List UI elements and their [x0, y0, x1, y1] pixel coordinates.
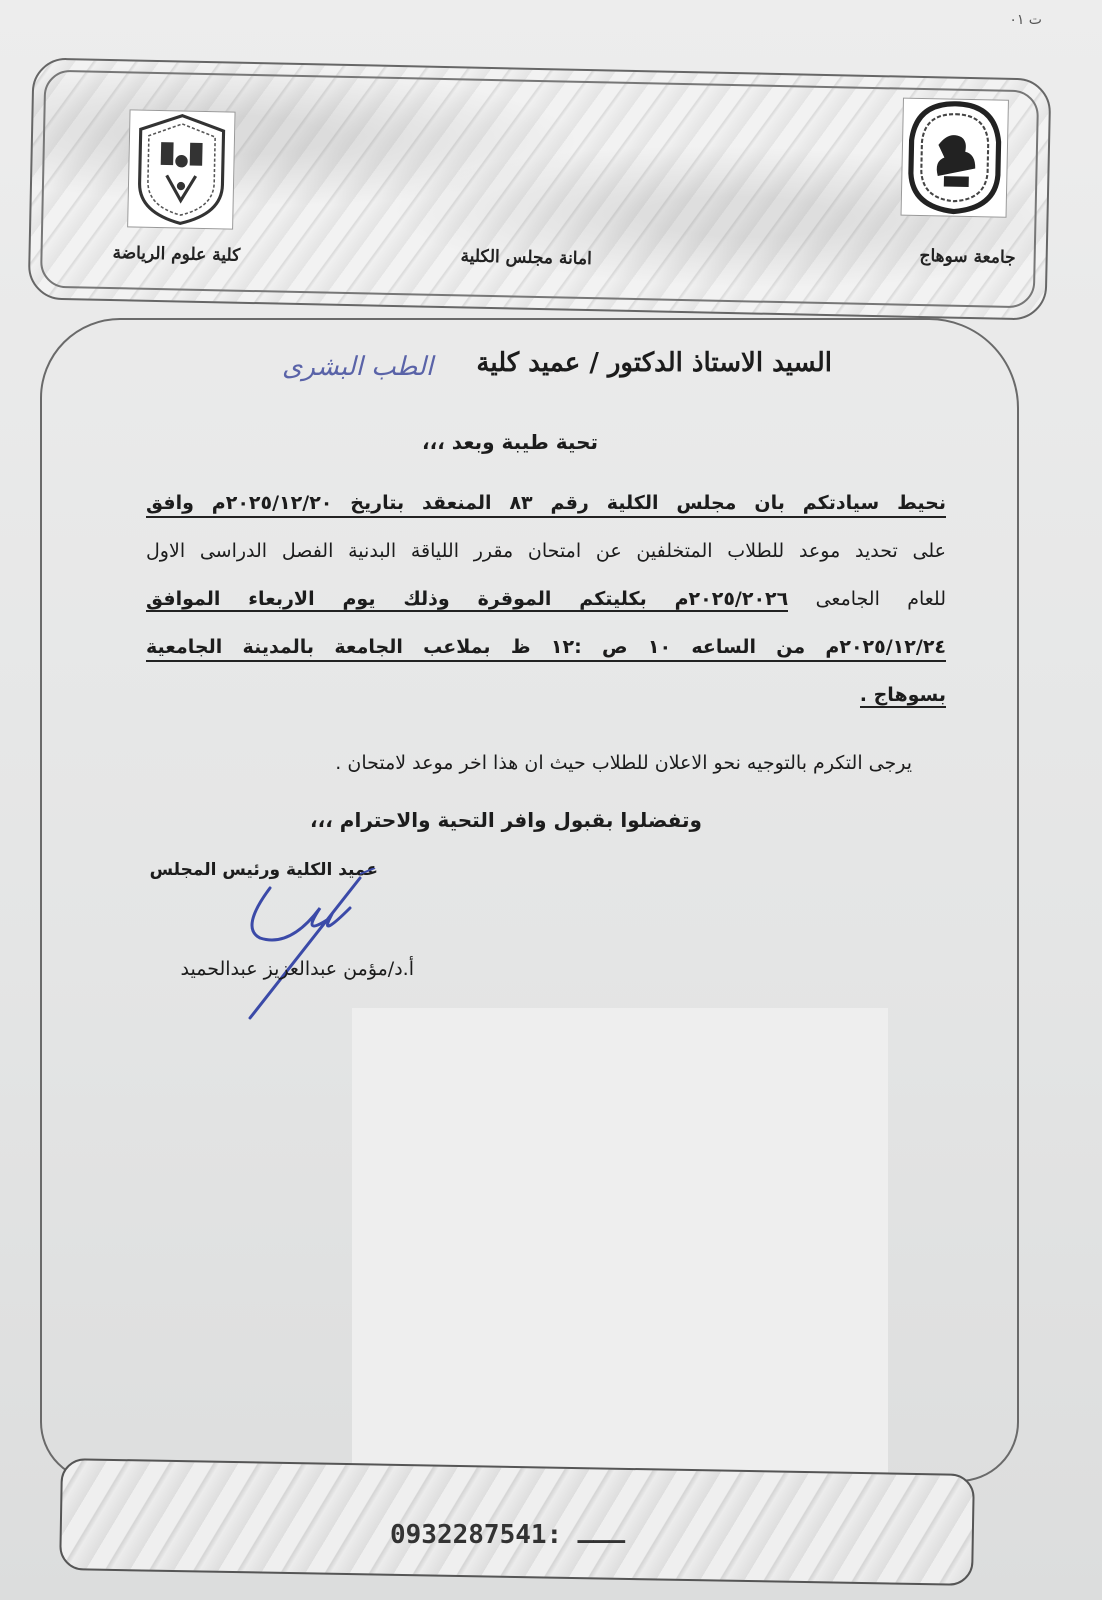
blank-paper-patch [352, 1008, 888, 1528]
handwritten-signature-icon [230, 868, 390, 1028]
body-line-2: على تحديد موعد للطلاب المتخلفين عن امتحان مقرر اللياقة البدنية الفصل الدراسى الاول [146, 540, 946, 562]
request-line: يرجى التكرم بالتوجيه نحو الاعلان للطلاب حيث ان هذا اخر موعد لامتحان . [335, 752, 912, 774]
letterhead [28, 57, 1052, 320]
faculty-emblem-icon [127, 109, 235, 229]
addressee: السيد الاستاذ الدكتور / عميد كلية [476, 348, 832, 378]
body-line-3-underlined: ٢٠٢٥/٢٠٢٦م بكليتكم الموقرة وذلك يوم الاربعاء الموافق [146, 588, 789, 610]
greeting: تحية طيبة وبعد ،،، [422, 430, 598, 454]
body-line-3-plain: للعام الجامعى [788, 588, 946, 610]
addressee-handwritten: الطب البشرى [282, 352, 434, 382]
reference-mark: ت ٠١ [1009, 12, 1042, 28]
closing-line: وتفضلوا بقبول وافر التحية والاحترام ،،، [310, 808, 702, 832]
signer-name: أ.د/مؤمن عبدالعزيز عبدالحميد [180, 958, 414, 980]
signer-title: عميد الكلية ورئيس المجلس [149, 860, 378, 880]
body-line-1: نحيط سيادتكم بان مجلس الكلية رقم ٨٣ المنعقد بتاريخ ٢٠٢٥/١٢/٢٠م وافق [146, 492, 946, 518]
body-line-4: ٢٠٢٥/١٢/٢٤م من الساعه ١٠ ص :١٢ ظ بملاعب الجامعة بالمدينة الجامعية [146, 636, 946, 662]
body-line-5: بسوهاج . [859, 684, 946, 706]
footer-phone: 0932287541: ـــ [390, 1520, 625, 1550]
body-line-3 [146, 588, 946, 610]
faculty-name: كلية علوم الرياضة [112, 243, 241, 266]
university-name: جامعة سوهاج [919, 245, 1016, 268]
university-seal-icon [901, 98, 1009, 218]
council-secretariat: امانة مجلس الكلية [460, 246, 593, 270]
